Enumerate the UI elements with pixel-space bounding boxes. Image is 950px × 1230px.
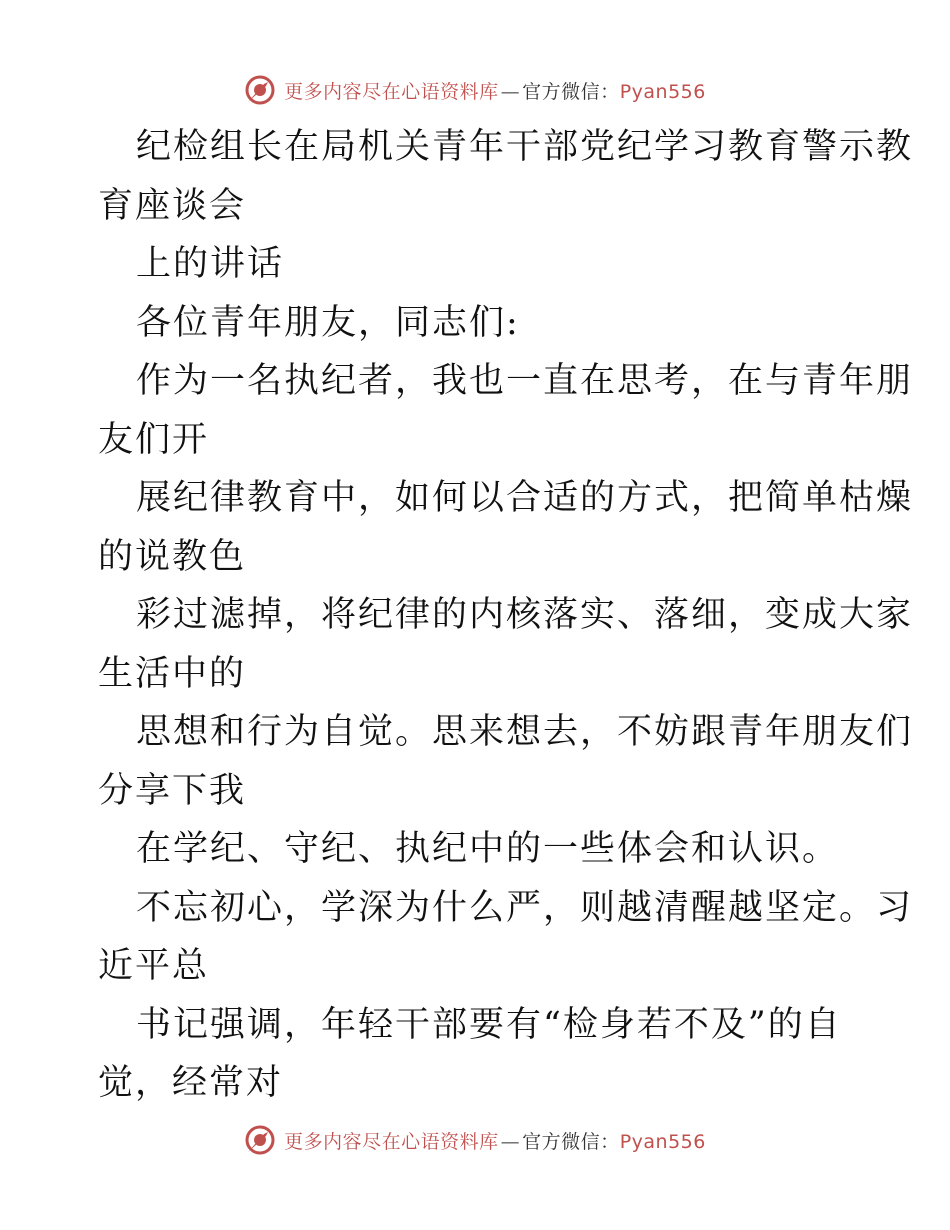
wechat-id: Pyan556: [619, 1130, 706, 1153]
footer-watermark-banner: [0, 1120, 950, 1160]
paragraph-line: 在学纪、守纪、执纪中的一些体会和认识。: [136, 829, 840, 869]
paragraph-line: 育座谈会: [98, 185, 247, 226]
paragraph-line: 作为一名执纪者，我也一直在思考，在与青年朋: [136, 361, 914, 401]
paragraph-line: 上的讲话: [136, 244, 285, 284]
paragraph-line: 的说教色: [98, 536, 247, 577]
paragraph-line: 近平总: [98, 946, 210, 986]
paragraph-line: 纪检组长在局机关青年干部党纪学习教育警示教: [136, 127, 914, 167]
watermark-text: [284, 77, 706, 104]
paragraph-line: 书记强调，年轻干部要有“检身若不及”的自: [136, 1004, 842, 1045]
paragraph-line: 不忘初心，学深为什么严，则越清醒越坚定。习: [136, 887, 914, 928]
paragraph-line: 生活中的: [98, 653, 247, 694]
wechat-id: Pyan556: [619, 80, 706, 103]
site-name: 更多内容尽在心语资料库: [284, 1130, 499, 1153]
paragraph-line: 觉，经常对: [98, 1063, 284, 1103]
separator: —: [500, 80, 521, 103]
paragraph-line: 展纪律教育中，如何以合适的方式，把简单枯燥: [136, 478, 914, 518]
wechat-label: 官方微信：: [522, 1130, 620, 1153]
paragraph-line: 彩过滤掉，将纪律的内核落实、落细，变成大家: [136, 595, 914, 635]
wechat-label: 官方微信：: [522, 80, 620, 103]
quill-logo-icon: [244, 74, 276, 106]
separator: —: [500, 1130, 521, 1153]
document-body: [98, 118, 914, 1113]
paragraph-line: 分享下我: [98, 770, 247, 811]
quill-logo-icon: [244, 1124, 276, 1156]
paragraph-line: 思想和行为自觉。思来想去，不妨跟青年朋友们: [136, 712, 914, 752]
site-name: 更多内容尽在心语资料库: [284, 80, 499, 103]
paragraph-line: 友们开: [98, 419, 210, 460]
watermark-text: [284, 1127, 706, 1154]
header-watermark-banner: [0, 70, 950, 110]
paragraph-line: 各位青年朋友，同志们:: [136, 302, 520, 343]
